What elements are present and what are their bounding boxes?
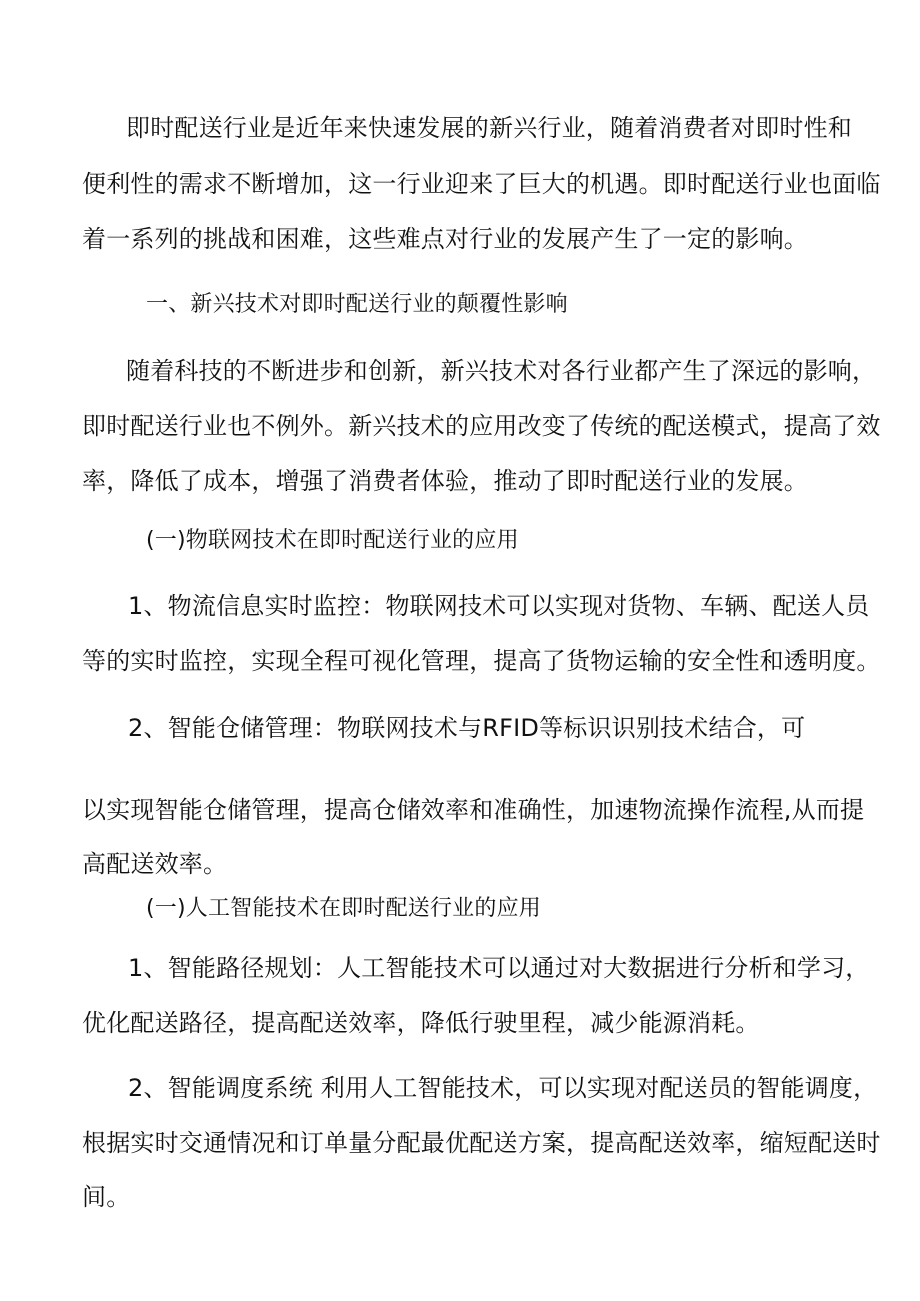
ai-item-1-line-1: 1、智能路径规划：人工智能技术可以通过对大数据进行分析和学习， (128, 954, 870, 982)
iot-item-1-line-1: 1、物流信息实时监控：物联网技术可以实现对货物、车辆、配送人员 (128, 592, 870, 620)
section1-line-3: 率，降低了成本，增强了消费者体验，推动了即时配送行业的发展。 (82, 467, 808, 495)
intro-line-2: 便利性的需求不断增加，这一行业迎来了巨大的机遇。即时配送行业也面临 (82, 170, 881, 198)
section-heading-1: 一、新兴技术对即时配送行业的颠覆性影响 (146, 292, 568, 317)
ai-item-2-line-2: 根据实时交通情况和订单量分配最优配送方案，提高配送效率，缩短配送时 (82, 1129, 881, 1157)
subsection-heading-1: (一)物联网技术在即时配送行业的应用 (146, 528, 519, 553)
ai-item-1-line-2: 优化配送路径，提高配送效率，降低行驶里程，减少能源消耗。 (82, 1009, 760, 1037)
iot-item-1-line-2: 等的实时监控，实现全程可视化管理，提高了货物运输的安全性和透明度。 (82, 647, 881, 675)
iot-item-2-line-2: 以实现智能仓储管理，提高仓储效率和准确性，加速物流操作流程,从而提 (82, 796, 865, 824)
intro-line-3: 着一系列的挑战和困难，这些难点对行业的发展产生了一定的影响。 (82, 225, 808, 253)
section1-line-2: 即时配送行业也不例外。新兴技术的应用改变了传统的配送模式，提高了效 (82, 412, 881, 440)
section1-line-1: 随着科技的不断进步和创新，新兴技术对各行业都产生了深远的影响， (126, 357, 877, 385)
ai-item-2-line-3: 间。 (82, 1183, 131, 1211)
ai-item-2-line-1: 2、智能调度系统 利用人工智能技术，可以实现对配送员的智能调度， (128, 1074, 878, 1102)
intro-line-1: 即时配送行业是近年来快速发展的新兴行业，随着消费者对即时性和 (126, 114, 852, 142)
iot-item-2-line-1: 2、智能仓储管理：物联网技术与RFID等标识识别技术结合，可 (128, 714, 806, 742)
subsection-heading-2: (一)人工智能技术在即时配送行业的应用 (146, 896, 541, 921)
iot-item-2-line-3: 高配送效率。 (82, 850, 228, 878)
